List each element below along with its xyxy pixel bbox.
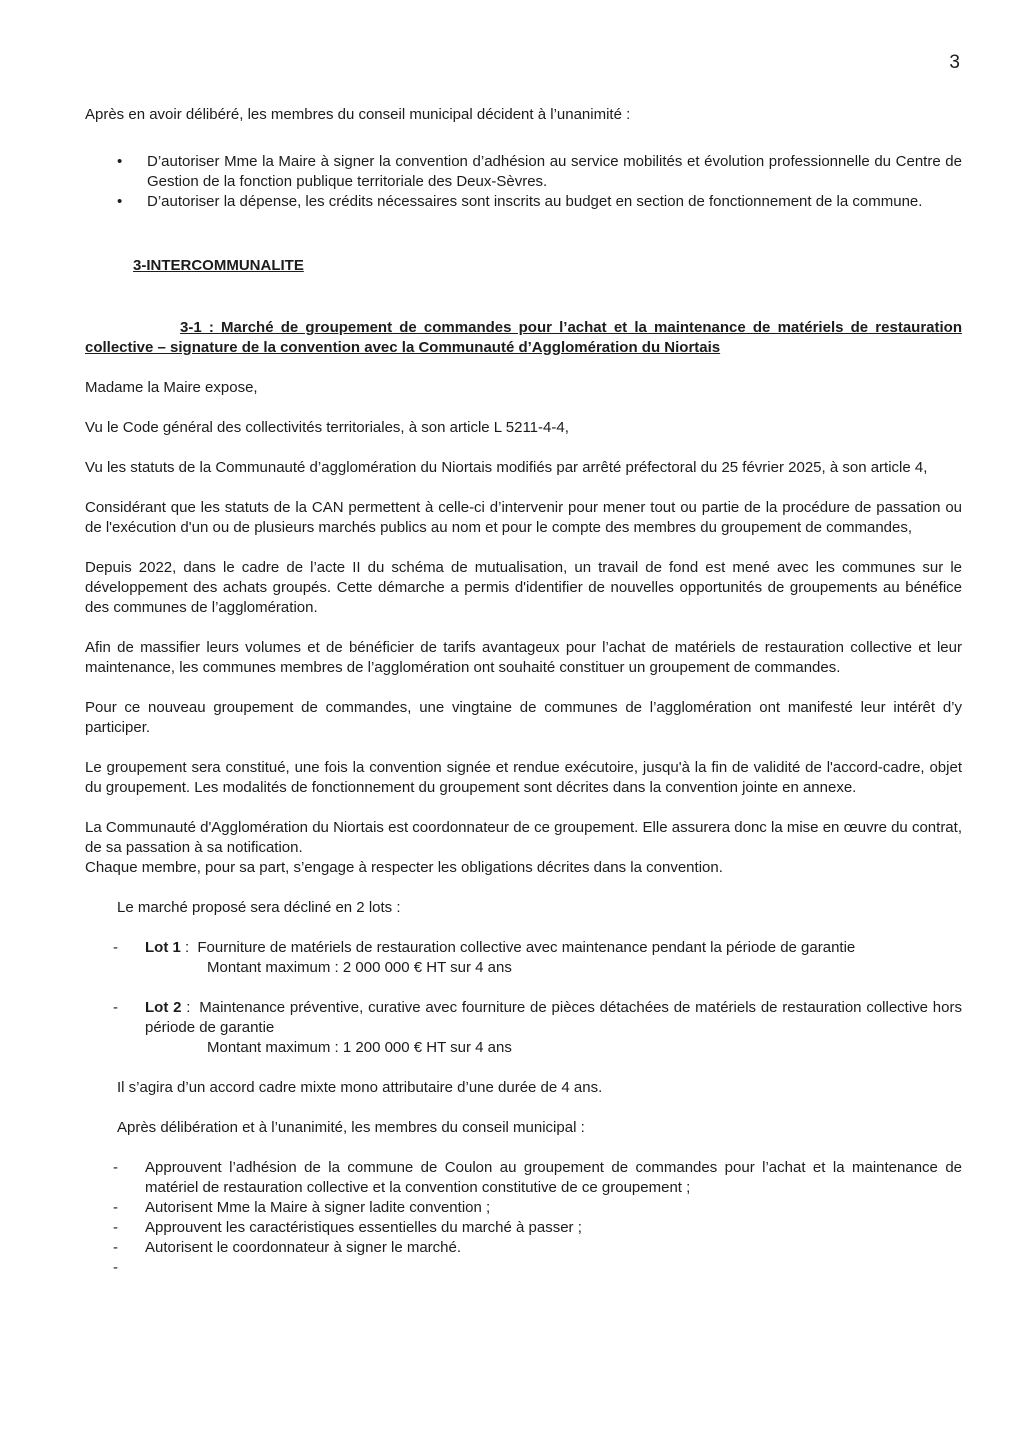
section-heading: 3-INTERCOMMUNALITE bbox=[133, 257, 304, 274]
lot-separator: : bbox=[180, 939, 194, 956]
decision-item-text: Approuvent l’adhésion de la commune de Coulon au groupement de commandes pour l’achat et la maintenance de matériel de restauration collective et la convention constitutive de ce groupement ; bbox=[145, 1159, 962, 1196]
decision-item bbox=[85, 1238, 962, 1258]
paragraph: Madame la Maire expose, bbox=[85, 379, 258, 396]
lot-amount: Montant maximum : 1 200 000 € HT sur 4 ans bbox=[207, 1039, 512, 1056]
decision-list bbox=[85, 1158, 962, 1276]
lot-label: Lot 2 bbox=[145, 999, 182, 1016]
lot-item bbox=[85, 938, 962, 978]
page-number: 3 bbox=[949, 52, 960, 73]
dash-icon: - bbox=[113, 939, 118, 956]
dash-icon: - bbox=[113, 1199, 118, 1216]
market-intro: Le marché proposé sera décliné en 2 lots : bbox=[117, 899, 401, 916]
decisions-intro: Après délibération et à l’unanimité, les membres du conseil municipal : bbox=[117, 1119, 585, 1136]
dash-icon: - bbox=[113, 1259, 118, 1276]
bullet-icon: • bbox=[117, 153, 123, 170]
paragraph: Depuis 2022, dans le cadre de l’acte II du schéma de mutualisation, un travail de fond est mené avec les communes sur le développement des achats groupés. Cette démarche a permis d'identifier de nouvelles opportunités de groupements au bénéfice des communes de l’agglomération. bbox=[85, 559, 962, 616]
dash-icon: - bbox=[113, 1219, 118, 1236]
paragraph: Vu les statuts de la Communauté d’agglomération du Niortais modifiés par arrêté préfectoral du 25 février 2025, à son article 4, bbox=[85, 459, 928, 476]
paragraph: La Communauté d'Agglomération du Niortais est coordonnateur de ce groupement. Elle assurera donc la mise en œuvre du contrat, de sa passation à sa notification. bbox=[85, 819, 962, 856]
page-content bbox=[85, 105, 962, 1276]
paragraph: Afin de massifier leurs volumes et de bénéficier de tarifs avantageux pour l’achat de matériels de restauration collective et leur maintenance, les communes membres de l’agglomération ont souhaité constituer un groupement de commandes. bbox=[85, 639, 962, 676]
paragraph: Chaque membre, pour sa part, s’engage à respecter les obligations décrites dans la convention. bbox=[85, 859, 723, 876]
accord-paragraph: Il s’agira d’un accord cadre mixte mono attributaire d’une durée de 4 ans. bbox=[117, 1079, 603, 1096]
decision-item-text: Approuvent les caractéristiques essentielles du marché à passer ; bbox=[145, 1219, 582, 1236]
lot-description: Maintenance préventive, curative avec fourniture de pièces détachées de matériels de restauration collective hors période de garantie bbox=[145, 999, 962, 1036]
dash-icon: - bbox=[113, 1159, 118, 1176]
decision-item bbox=[85, 1218, 962, 1238]
bullet-item bbox=[85, 152, 962, 192]
decision-item-text: Autorisent le coordonnateur à signer le marché. bbox=[145, 1239, 462, 1256]
lot-separator: : bbox=[181, 999, 196, 1016]
decision-item-text: Autorisent Mme la Maire à signer ladite convention ; bbox=[145, 1199, 491, 1216]
lot-list bbox=[85, 938, 962, 1058]
lot-amount: Montant maximum : 2 000 000 € HT sur 4 ans bbox=[207, 959, 512, 976]
paragraph: Le groupement sera constitué, une fois la convention signée et rendue exécutoire, jusqu'à la fin de validité de l'accord-cadre, objet du groupement. Les modalités de fonctionnement du groupement sont décrites dans la convention jointe en annexe. bbox=[85, 759, 962, 796]
bullet-item bbox=[85, 192, 962, 212]
bullet-item-text: D’autoriser la dépense, les crédits nécessaires sont inscrits au budget en section de fonctionnement de la commune. bbox=[147, 193, 923, 210]
bullet-icon: • bbox=[117, 193, 123, 210]
decision-item bbox=[85, 1198, 962, 1218]
decision-item bbox=[85, 1158, 962, 1198]
paragraph: Considérant que les statuts de la CAN permettent à celle-ci d’intervenir pour mener tout ou partie de la procédure de passation ou de l'exécution d'un ou de plusieurs marchés publics au nom et pour le compte des membres du groupement de commandes, bbox=[85, 499, 962, 536]
lot-item bbox=[85, 998, 962, 1058]
dash-icon: - bbox=[113, 999, 118, 1016]
bullet-list bbox=[85, 152, 962, 212]
dash-icon: - bbox=[113, 1239, 118, 1256]
paragraph: Pour ce nouveau groupement de commandes, une vingtaine de communes de l’agglomération ont manifesté leur intérêt d’y participer. bbox=[85, 699, 962, 736]
lot-description: Fourniture de matériels de restauration collective avec maintenance pendant la période de garantie bbox=[197, 939, 856, 956]
paragraph: Vu le Code général des collectivités territoriales, à son article L 5211-4-4, bbox=[85, 419, 569, 436]
bullet-item-text: D’autoriser Mme la Maire à signer la convention d’adhésion au service mobilités et évolution professionnelle du Centre de Gestion de la fonction publique territoriale des Deux-Sèvres. bbox=[147, 153, 962, 190]
lot-label: Lot 1 bbox=[145, 939, 181, 956]
subsection-heading: 3-1 : Marché de groupement de commandes pour l’achat et la maintenance de matériels de restauration collective – signature de la convention avec la Communauté d’Agglomération du Niortais bbox=[85, 319, 962, 356]
intro-paragraph: Après en avoir délibéré, les membres du conseil municipal décident à l’unanimité : bbox=[85, 106, 631, 123]
